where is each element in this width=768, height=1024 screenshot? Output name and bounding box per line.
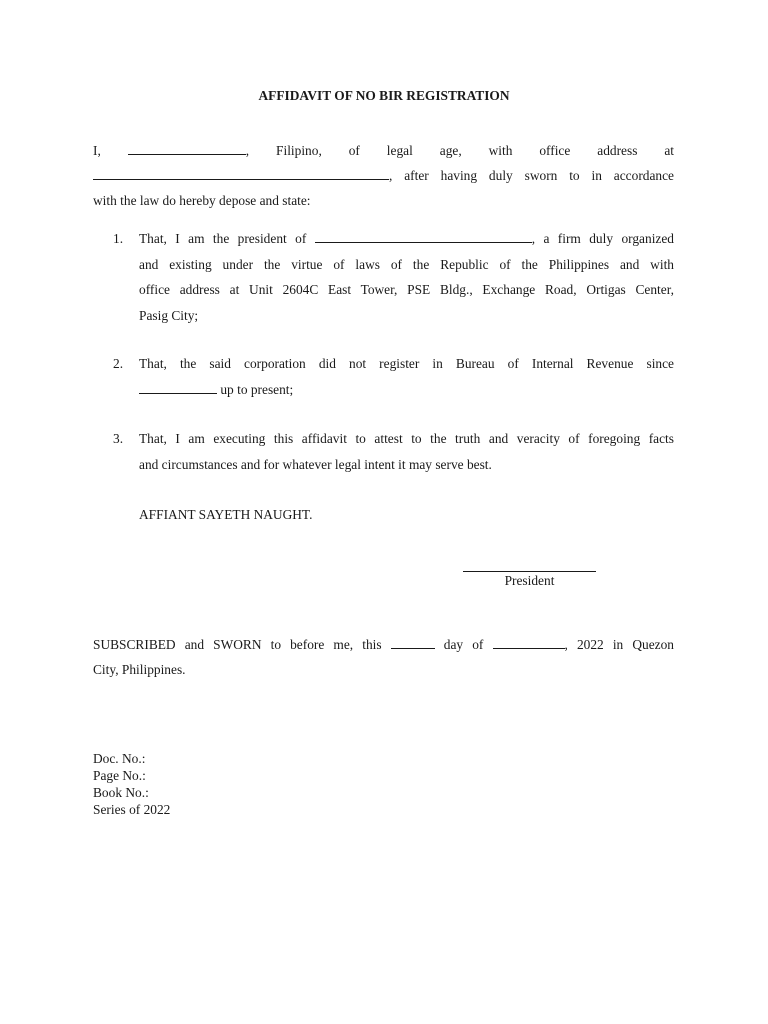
jurat-text: SUBSCRIBED and SWORN to before me, this [93,637,382,652]
item-line: and existing under the virtue of laws of the Republic of the Philippines and with [139,256,674,272]
item-line [139,226,674,252]
name-blank [128,142,246,155]
item-number: 1. [113,231,124,246]
doc-no: Doc. No.: [93,751,146,766]
closing-statement: AFFIANT SAYETH NAUGHT. [139,507,313,522]
company-name-blank [315,230,532,243]
intro-line-1 [93,138,674,163]
date-blank [139,381,217,394]
office-address-blank [93,167,389,180]
signature-label: President [504,573,555,588]
page-no: Page No.: [93,768,146,783]
intro-text: , Filipino, of legal age, with office address at [245,143,674,158]
document-title: AFFIDAVIT OF NO BIR REGISTRATION [258,88,510,103]
notarial-details [93,750,170,818]
intro-paragraph [93,138,674,213]
item-text: That, I am the president of [139,231,307,246]
month-blank [493,636,565,649]
item-line [139,377,674,403]
book-no: Book No.: [93,785,149,800]
item-number: 2. [113,356,124,371]
item-line: That, the said corporation did not register in Bureau of Internal Revenue since [139,356,674,371]
jurat-text: day of [443,637,484,652]
day-blank [391,636,435,649]
signature-line [463,556,596,572]
intro-line-3: with the law do hereby depose and state: [93,193,311,208]
list-item [113,351,674,402]
jurat-line-1 [93,632,674,657]
item-number: 3. [113,431,124,446]
jurat-paragraph [93,632,674,682]
list-item [113,426,674,477]
item-line: Pasig City; [139,307,199,323]
series: Series of 2022 [93,802,171,817]
item-text: up to present; [220,381,294,397]
intro-line-2 [93,163,674,188]
intro-text: I, [93,143,101,158]
item-text: , a firm duly organized [531,231,674,246]
item-line: and circumstances and for whatever legal intent it may serve best. [139,456,492,472]
item-line: That, I am executing this affidavit to attest to the truth and veracity of foregoing facts [139,431,674,446]
jurat-line-2: City, Philippines. [93,662,186,677]
item-line: office address at Unit 2604C East Tower, PSE Bldg., Exchange Road, Ortigas Center, [139,282,674,297]
list-item [113,226,674,328]
jurat-text: , 2022 in Quezon [564,637,674,652]
intro-text: , after having duly sworn to in accordance [389,168,674,183]
signature-block [463,556,596,589]
